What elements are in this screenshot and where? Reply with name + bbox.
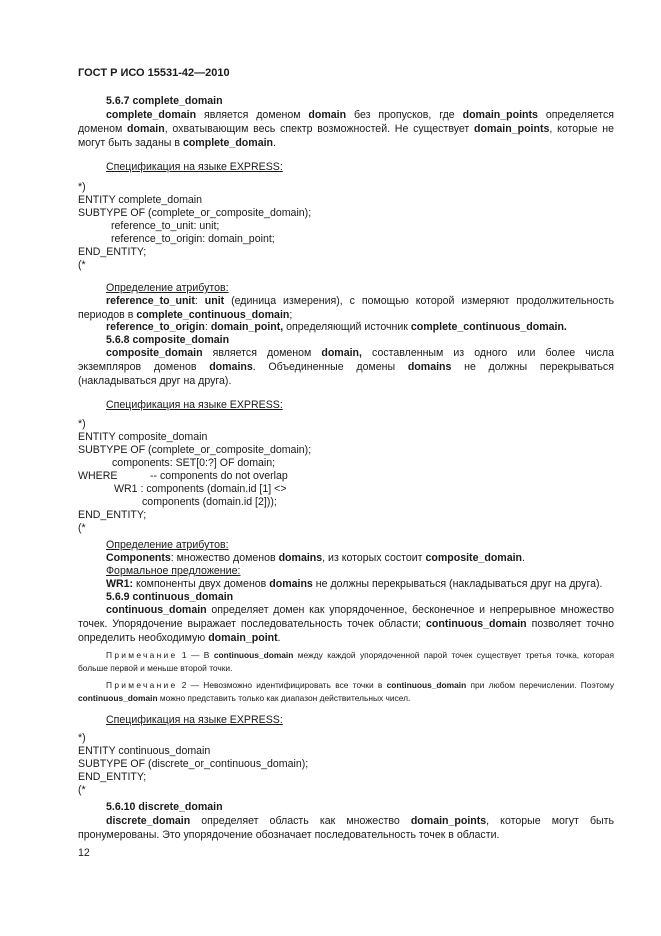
- code-line: reference_to_unit: unit;: [111, 220, 220, 232]
- paragraph-complete-domain: complete_domain является доменом domain без пропусков, где domain_points определяется доменом domain, охватывающим весь спектр возможностей. Не существует domain_points, которые не могут быть заданы в complete_domain.: [78, 109, 615, 149]
- note-2: Примечание 2 — Невозможно идентифицировать все точки в continuous_domain при любом перечислении. Поэтому continuous_domain можно представить только как диапазон действительных чисел.: [78, 680, 615, 703]
- page-number: 12: [78, 847, 90, 859]
- code-line: END_ENTITY;: [78, 771, 147, 783]
- code-line: reference_to_origin: domain_point;: [111, 233, 275, 245]
- code-line: components (domain.id [2]));: [142, 496, 277, 508]
- spec-heading: Спецификация на языке EXPRESS:: [106, 399, 283, 411]
- attr-reference-to-origin: reference_to_origin: domain_point, определяющий источник complete_continuous_domain.: [106, 321, 567, 333]
- code-line: (*: [78, 259, 86, 271]
- paragraph-discrete-domain: discrete_domain определяет область как множество domain_points, которые могут быть пронумерованы. Это упорядочение обозначает последовательность точек в области.: [78, 815, 615, 841]
- code-line: -- components do not overlap: [150, 470, 288, 482]
- section-title-5-6-8: 5.6.8 composite_domain: [106, 334, 230, 346]
- attr-heading: Определение атрибутов:: [106, 282, 229, 294]
- paragraph-composite-domain: composite_domain является доменом domain, составленным из одного или более числа экземпляров доменов domains. Объединенные домены domains не должны перекрываться (накладываться друг на друга).: [78, 347, 614, 387]
- attr-reference-to-unit: reference_to_unit: unit (единица измерения), с помощью которой измеряют продолжительность периодов в complete_continuous_domain;: [78, 295, 614, 321]
- code-line: SUBTYPE OF (complete_or_composite_domain);: [78, 444, 312, 456]
- code-line: *): [78, 732, 86, 744]
- code-line: ENTITY continuous_domain: [78, 745, 211, 757]
- code-line: SUBTYPE OF (complete_or_composite_domain);: [78, 207, 312, 219]
- code-line: *): [78, 418, 86, 430]
- code-line: END_ENTITY;: [78, 509, 147, 521]
- code-line: (*: [78, 522, 86, 534]
- section-title-5-6-9: 5.6.9 continuous_domain: [106, 591, 234, 603]
- attr-components: Components: множество доменов domains, из которых состоит composite_domain.: [106, 552, 525, 564]
- spec-heading: Спецификация на языке EXPRESS:: [106, 161, 283, 173]
- document-header: ГОСТ Р ИСО 15531-42—2010: [78, 67, 230, 79]
- code-line: ENTITY composite_domain: [78, 431, 208, 443]
- section-title-5-6-7: 5.6.7 complete_domain: [106, 95, 223, 107]
- note-1: Примечание 1 — В continuous_domain между каждой упорядоченной парой точек существует третья точка, которая больше первой и меньше второй точки.: [78, 650, 614, 673]
- formal-wr1: WR1: компоненты двух доменов domains не должны перекрываться (накладываться друг на друга).: [106, 578, 603, 590]
- code-line: components: SET[0:?] OF domain;: [112, 457, 276, 469]
- section-title-5-6-10: 5.6.10 discrete_domain: [106, 801, 223, 813]
- code-line: (*: [78, 784, 86, 796]
- code-line: *): [78, 181, 86, 193]
- paragraph-continuous-domain: continuous_domain определяет домен как упорядоченное, бесконечное и непрерывное множество точек. Упорядочение выражает последовательность точек области; continuous_domain позволяет точно определить необходимую domain_point.: [78, 604, 614, 644]
- formal-heading: Формальное предложение:: [106, 565, 241, 577]
- spec-heading: Спецификация на языке EXPRESS:: [106, 714, 283, 726]
- code-line: WR1 : components (domain.id [1] <>: [114, 483, 287, 495]
- attr-heading: Определение атрибутов:: [106, 539, 229, 551]
- code-line: SUBTYPE OF (discrete_or_continuous_domain);: [78, 758, 309, 770]
- code-line: WHERE: [78, 470, 118, 482]
- code-line: ENTITY complete_domain: [78, 194, 203, 206]
- code-line: END_ENTITY;: [78, 246, 147, 258]
